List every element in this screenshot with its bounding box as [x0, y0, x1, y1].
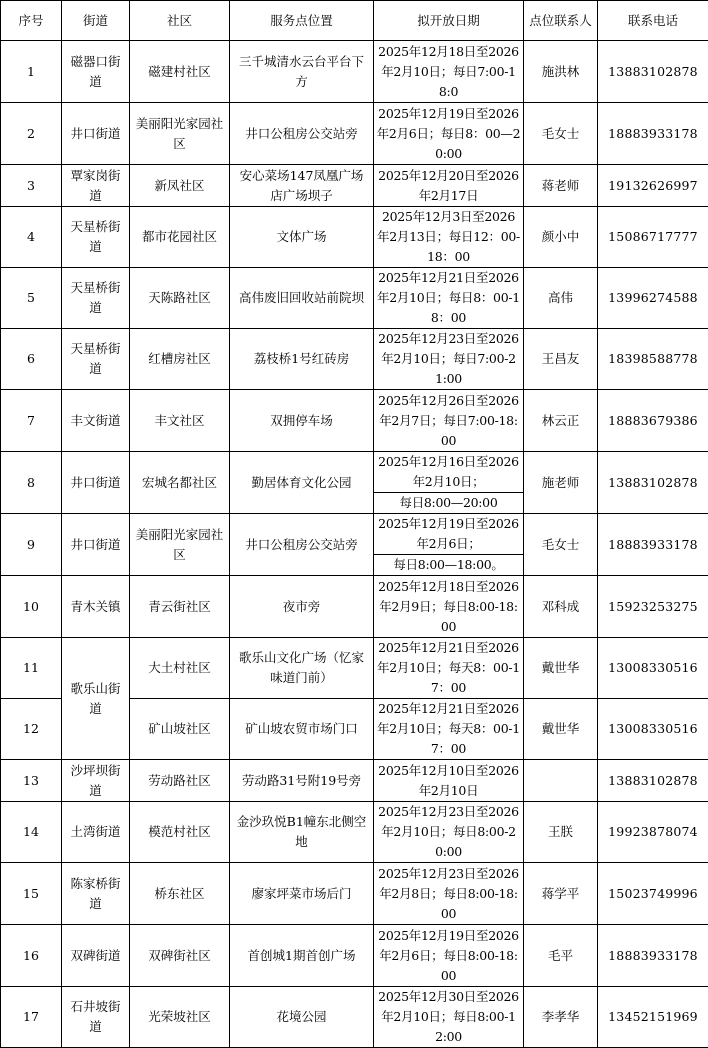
cell-street: 磁器口街道 — [62, 41, 130, 103]
cell-no: 16 — [1, 925, 62, 987]
cell-phone: 13008330516 — [598, 638, 708, 699]
cell-phone: 13883102878 — [598, 41, 708, 103]
cell-street: 井口街道 — [62, 452, 130, 514]
cell-location: 井口公租房公交站旁 — [230, 103, 374, 165]
header-row — [1, 1, 708, 41]
header-community: 社区 — [130, 1, 230, 41]
header-phone: 联系电话 — [598, 1, 708, 41]
cell-date: 2025年12月21日至2026年2月10日；每天8：00-17：00 — [374, 638, 524, 699]
cell-no: 15 — [1, 863, 62, 925]
table-row — [1, 638, 708, 699]
table-row — [1, 760, 708, 802]
header-no: 序号 — [1, 1, 62, 41]
cell-date: 2025年12月23日至2026年2月10日；每日8:00-20:00 — [374, 802, 524, 863]
table-row — [1, 576, 708, 638]
cell-contact: 高伟 — [524, 268, 598, 329]
cell-no: 2 — [1, 103, 62, 165]
cell-phone: 19132626997 — [598, 165, 708, 207]
cell-community: 宏城名都社区 — [130, 452, 230, 514]
cell-phone: 18398588778 — [598, 329, 708, 390]
cell-street: 青木关镇 — [62, 576, 130, 638]
cell-community: 桥东社区 — [130, 863, 230, 925]
cell-contact: 蒋学平 — [524, 863, 598, 925]
table-row — [1, 207, 708, 268]
cell-date-hours: 每日8:00—18:00。 — [374, 555, 524, 576]
cell-no: 17 — [1, 987, 62, 1048]
cell-date-hours: 每日8:00—20:00 — [374, 493, 524, 514]
table-row — [1, 863, 708, 925]
cell-date: 2025年12月18日至2026年2月10日；每日7:00-18:0 — [374, 41, 524, 103]
cell-street: 天星桥街道 — [62, 268, 130, 329]
cell-date: 2025年12月30日至2026年2月10日；每日8:00-12:00 — [374, 987, 524, 1048]
cell-street: 双碑街道 — [62, 925, 130, 987]
cell-no: 6 — [1, 329, 62, 390]
cell-community: 美丽阳光家园社区 — [130, 514, 230, 576]
cell-no: 5 — [1, 268, 62, 329]
table-row — [1, 925, 708, 987]
cell-phone: 15023749996 — [598, 863, 708, 925]
table-row — [1, 987, 708, 1048]
cell-location: 安心菜场147凤凰广场店广场坝子 — [230, 165, 374, 207]
cell-street: 井口街道 — [62, 103, 130, 165]
cell-contact: 毛女士 — [524, 514, 598, 576]
cell-contact: 施老师 — [524, 452, 598, 514]
cell-street: 石井坡街道 — [62, 987, 130, 1048]
table-row — [1, 268, 708, 329]
cell-location: 夜市旁 — [230, 576, 374, 638]
table-row — [1, 103, 708, 165]
cell-community: 劳动路社区 — [130, 760, 230, 802]
cell-date: 2025年12月23日至2026年2月8日；每日8:00-18:00 — [374, 863, 524, 925]
cell-date: 2025年12月21日至2026年2月10日；每天8：00-17：00 — [374, 699, 524, 760]
cell-contact: 戴世华 — [524, 638, 598, 699]
cell-location: 荔枝桥1号红砖房 — [230, 329, 374, 390]
cell-community: 美丽阳光家园社区 — [130, 103, 230, 165]
header-contact: 点位联系人 — [524, 1, 598, 41]
table-row — [1, 165, 708, 207]
cell-community: 新凤社区 — [130, 165, 230, 207]
cell-street: 丰文街道 — [62, 390, 130, 452]
cell-contact: 施洪林 — [524, 41, 598, 103]
cell-community: 天陈路社区 — [130, 268, 230, 329]
cell-phone: 15923253275 — [598, 576, 708, 638]
cell-date: 2025年12月19日至2026年2月6日；每日8:00-18:00 — [374, 925, 524, 987]
table-row — [1, 802, 708, 863]
cell-community: 红槽房社区 — [130, 329, 230, 390]
cell-no: 7 — [1, 390, 62, 452]
cell-location: 金沙玖悦B1幢东北侧空地 — [230, 802, 374, 863]
table-row — [1, 390, 708, 452]
cell-phone: 18883933178 — [598, 103, 708, 165]
cell-contact: 颜小中 — [524, 207, 598, 268]
cell-no: 12 — [1, 699, 62, 760]
cell-phone: 13008330516 — [598, 699, 708, 760]
cell-date: 2025年12月10日至2026年2月10日 — [374, 760, 524, 802]
cell-location: 廖家坪菜市场后门 — [230, 863, 374, 925]
cell-no: 4 — [1, 207, 62, 268]
cell-date-range: 2025年12月19日至2026年2月6日； — [374, 514, 524, 555]
cell-community: 双碑街社区 — [130, 925, 230, 987]
cell-location: 劳动路31号附19号旁 — [230, 760, 374, 802]
cell-street: 歌乐山街道 — [62, 638, 130, 760]
cell-date: 2025年12月23日至2026年2月10日；每日7:00-21:00 — [374, 329, 524, 390]
cell-location: 文体广场 — [230, 207, 374, 268]
cell-location: 歌乐山文化广场（忆家味道门前） — [230, 638, 374, 699]
cell-contact — [524, 760, 598, 802]
cell-phone: 13883102878 — [598, 452, 708, 514]
cell-no: 11 — [1, 638, 62, 699]
cell-location: 首创城1期首创广场 — [230, 925, 374, 987]
cell-no: 1 — [1, 41, 62, 103]
cell-community: 丰文社区 — [130, 390, 230, 452]
table-row — [1, 329, 708, 390]
cell-no: 8 — [1, 452, 62, 514]
cell-phone: 18883679386 — [598, 390, 708, 452]
cell-contact: 毛平 — [524, 925, 598, 987]
cell-no: 9 — [1, 514, 62, 576]
cell-no: 14 — [1, 802, 62, 863]
cell-street: 土湾街道 — [62, 802, 130, 863]
cell-community: 模范村社区 — [130, 802, 230, 863]
cell-contact: 蒋老师 — [524, 165, 598, 207]
cell-phone: 18883933178 — [598, 925, 708, 987]
cell-community: 青云街社区 — [130, 576, 230, 638]
cell-location: 矿山坡农贸市场门口 — [230, 699, 374, 760]
cell-no: 3 — [1, 165, 62, 207]
cell-phone: 18883933178 — [598, 514, 708, 576]
table-row — [1, 452, 708, 493]
cell-no: 13 — [1, 760, 62, 802]
cell-location: 三千城清水云台平台下方 — [230, 41, 374, 103]
cell-community: 矿山坡社区 — [130, 699, 230, 760]
cell-date: 2025年12月21日至2026年2月10日；每日8：00-18：00 — [374, 268, 524, 329]
header-date: 拟开放日期 — [374, 1, 524, 41]
table-row — [1, 514, 708, 555]
cell-date: 2025年12月18日至2026年2月9日；每日8:00-18:00 — [374, 576, 524, 638]
cell-date: 2025年12月26日至2026年2月7日；每日7:00-18:00 — [374, 390, 524, 452]
cell-location: 花境公园 — [230, 987, 374, 1048]
cell-contact: 戴世华 — [524, 699, 598, 760]
cell-date: 2025年12月19日至2026年2月6日；每日8：00—20:00 — [374, 103, 524, 165]
cell-street: 覃家岗街道 — [62, 165, 130, 207]
cell-contact: 李孝华 — [524, 987, 598, 1048]
cell-contact: 毛女士 — [524, 103, 598, 165]
cell-location: 高伟废旧回收站前院坝 — [230, 268, 374, 329]
cell-contact: 邓科成 — [524, 576, 598, 638]
cell-contact: 王昌友 — [524, 329, 598, 390]
header-street: 街道 — [62, 1, 130, 41]
cell-community: 光荣坡社区 — [130, 987, 230, 1048]
cell-no: 10 — [1, 576, 62, 638]
cell-street: 陈家桥街道 — [62, 863, 130, 925]
cell-location: 井口公租房公交站旁 — [230, 514, 374, 576]
cell-phone: 15086717777 — [598, 207, 708, 268]
cell-community: 磁建村社区 — [130, 41, 230, 103]
cell-location: 双拥停车场 — [230, 390, 374, 452]
cell-phone: 13883102878 — [598, 760, 708, 802]
cell-community: 大土村社区 — [130, 638, 230, 699]
cell-street: 沙坪坝街道 — [62, 760, 130, 802]
cell-location: 勤居体育文化公园 — [230, 452, 374, 514]
header-location: 服务点位置 — [230, 1, 374, 41]
table-row — [1, 41, 708, 103]
cell-street: 天星桥街道 — [62, 207, 130, 268]
cell-contact: 王朕 — [524, 802, 598, 863]
cell-phone: 19923878074 — [598, 802, 708, 863]
cell-date: 2025年12月3日至2026年2月13日；每日12：00-18：00 — [374, 207, 524, 268]
cell-contact: 林云正 — [524, 390, 598, 452]
cell-street: 天星桥街道 — [62, 329, 130, 390]
cell-date: 2025年12月20日至2026年2月17日 — [374, 165, 524, 207]
cell-date-range: 2025年12月16日至2026年2月10日； — [374, 452, 524, 493]
cell-community: 都市花园社区 — [130, 207, 230, 268]
cell-street: 井口街道 — [62, 514, 130, 576]
cell-phone: 13452151969 — [598, 987, 708, 1048]
cell-phone: 13996274588 — [598, 268, 708, 329]
